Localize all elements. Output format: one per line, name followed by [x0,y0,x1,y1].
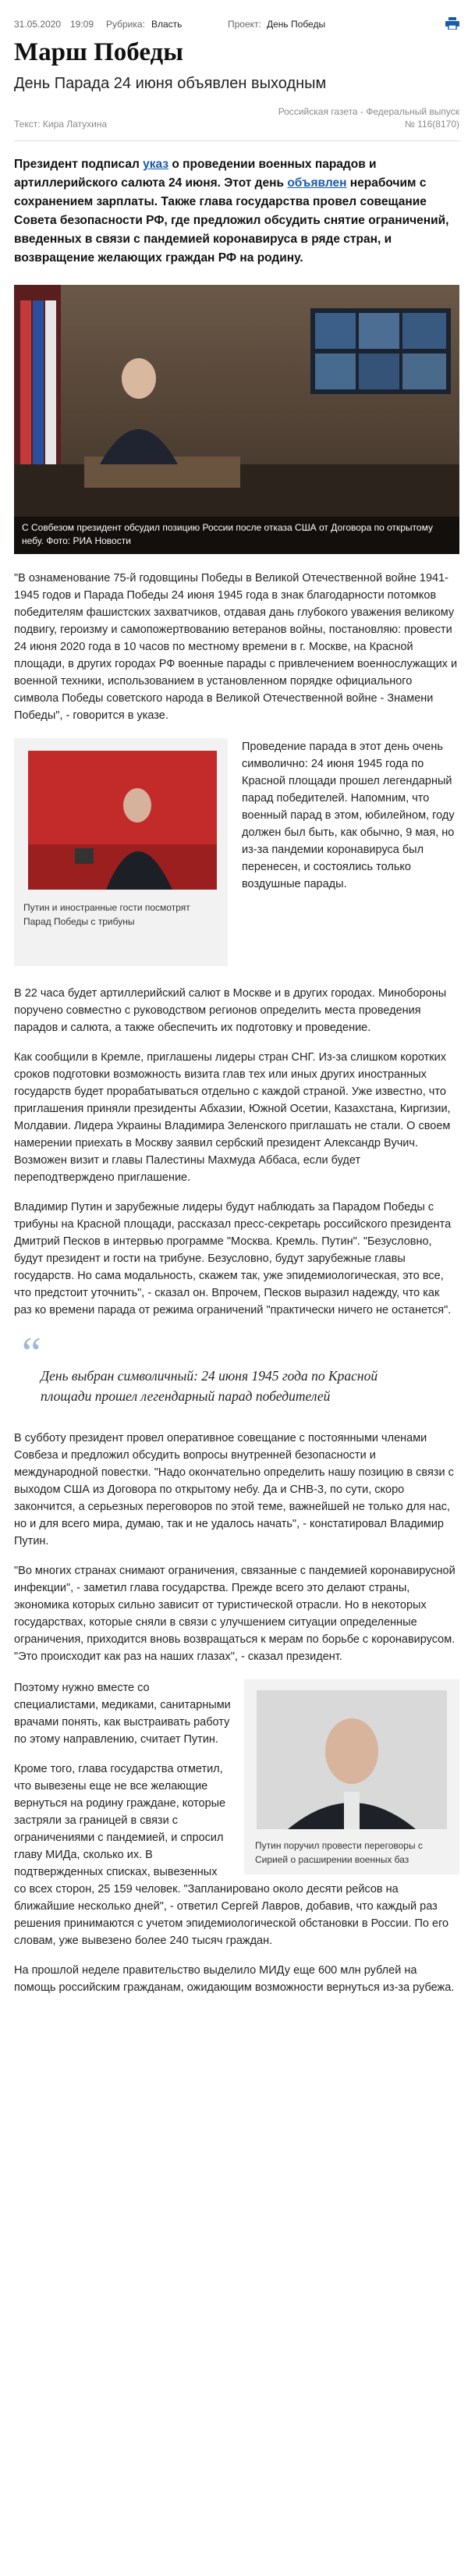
paragraph: Как сообщили в Кремле, приглашены лидеры стран СНГ. Из-за слишком коротких сроков подготовки возможность визита глав тех или иных других иностранных государств будет прорабатываться отдельно с каждой страной. Уже известно, что приглашения приняли президенты Абхазии, Южной Осетии, Казахстана, Киргизии, Молдавии. Лидера Украины Владимира Зеленского приглашать не стали. О своем намерении приехать в Москву заявил сербский президент Александр Вучич. Возможен визит и главы Палестины Махмуда Аббаса, если будет переподтверждено приглашение. [14,1051,451,1184]
author: Текст: Кира Латухина [14,119,108,130]
issue-number[interactable]: № 116(8170) [404,119,459,130]
source-name[interactable]: Российская газета - Федеральный выпуск [278,106,459,117]
article-subtitle: День Парада 24 июня объявлен выходным [14,75,327,92]
paragraph: "В ознаменование 75-й годовщины Победы в Великой Отечественной войне 1941-1945 годов и Парада Победы 24 июня 1945 года в знак благодарности потомков победителям фашистских захватчиков, отдавая дань глубокого уважения великому подвигу, героизму и самопожертвованию ветеранов войны, постановляю: провести 24 июня 2020 года в 10 часов по местному времени в г. Москве, на Красной площади, в других городах РФ военные парады с привлечением военнослужащих и военной техники, использованием в установленном порядке официального символа Победы советского народа в Великой Отечественной войне - Знамени Победы", - говорится в указе. [14,572,458,722]
publish-date: 31.05.2020 [14,19,62,30]
project-link[interactable]: День Победы [267,19,326,30]
lead-text-1: Президент подписал [14,158,144,171]
decree-link[interactable]: указ [143,158,169,171]
lead-paragraph [14,155,459,268]
paragraph: "Во многих странах снимают ограничения, связанные с пандемией коронавирусной инфекции", - заметил глава государства. Прежде всего это делают страны, экономика которых сильно зависит от туристической отрасли. Но в некоторых государствах, которые сняли в связи с улучшением ситуации определенные ограничения, приходится вновь возвращаться к мерам по борьбе с коронавирусом. "Это происходит как раз на наших глазах", - сказал президент. [14,1565,456,1663]
main-photo[interactable] [14,285,459,554]
article-page [14,0,459,1996]
pull-quote [14,1329,459,1406]
inline-figure-right[interactable] [244,1679,459,1874]
publish-time: 19:09 [70,19,94,30]
print-icon[interactable] [445,17,459,30]
rubric-link[interactable]: Власть [151,19,183,30]
pull-quote-text: День выбран символичный: 24 июня 1945 года по Красной площади прошел легендарный парад победителей [41,1368,378,1404]
lead-text-2: о проведении военных парадов и артиллерийского салюта 24 июня. Этот день [14,158,377,190]
declared-link[interactable]: объявлен [287,176,347,190]
figure-right-caption: Путин поручил провести переговоры с Сирией о расширении военных баз [255,1840,423,1865]
paragraph: Поэтому нужно вместе со специалистами, медиками, санитарными врачами понять, как выстраивать работу по этому направлению, считает Путин. [14,1682,231,1746]
inline-figure-left[interactable] [14,738,228,966]
article-title: Марш Победы [14,38,184,66]
figure-right-image [257,1690,447,1829]
paragraph: В 22 часа будет артиллерийский салют в Москве и в других городах. Минобороны поручено совместно с руководством регионов определить места проведения парадов и салюта, а также обеспечить их подготовку и проведение. [14,987,447,1034]
paragraph: Владимир Путин и зарубежные лидеры будут наблюдать за Парадом Победы с трибуны на Красной площади, рассказал пресс-секретарь российского президента Дмитрий Песков в интервью программе "Москва. Кремль. Путин". "Безусловно, будут президент и гости на трибуне. Безусловно, будут зарубежные главы государств. Но сама модальность, скажем так, уже эпидемиологическая, это все, что предстоит уточнить", - сказал он. Впрочем, Песков выразил надежду, что как раз ко времени парада от режима ограничений "практически ничего не останется". [14,1201,452,1316]
figure-left-image [28,751,217,890]
project-label: Проект: [228,19,261,30]
main-photo-caption: С Совбезом президент обсудил позицию России после отказа США от Договора по открытому небу. Фото: РИА Новости [14,517,459,554]
paragraph: На прошлой неделе правительство выделило МИДу еще 600 млн рублей на помощь российским гражданам, ожидающим возможности вернуться из-за рубежа. [14,1964,455,1994]
byline-row [14,94,459,141]
rubric-label: Рубрика: [106,19,145,30]
paragraph: Проведение парада в этот день очень символично: 24 июня 1945 года по Красной площади прошел легендарный парад победителей. Напомним, что военный парад в этом, юбилейном, году должен был быть, как обычно, 9 мая, но из-за пандемии коронавируса был перенесен, и состоялись только воздушные парады. [242,741,455,890]
quote-mark-icon: “ [22,1329,41,1377]
figure-left-caption: Путин и иностранные гости посмотрят Парад Победы с трибуны [23,902,190,927]
lead-text-3: нерабочим с сохранением зарплаты. Также глава государства провел совещание Совета безопасности РФ, где предложил обсудить снятие ограничений, введенных в связи с пандемией коронавируса в ряде стран, и возвращение желающих граждан РФ на родину. [14,176,449,265]
paragraph: В субботу президент провел оперативное совещание с постоянными членами Совбеза и предложил обсудить вопросы внутренней безопасности и международной повестки. "Надо окончательно определить нашу позицию в связи с выходом США из Договора по открытому небу. Да и СНВ-3, по сути, скоро закончится, а серьезных переговоров по этой теме, важнейшей не только для нас, но и для всего мира, думаю, так и не удалось начать", - констатировал Владимир Путин. [14,1432,454,1547]
main-photo-image [14,285,459,554]
meta-row [14,0,459,31]
paragraph: Кроме того, глава государства отметил, что вывезены еще не все желающие вернуться на родину граждане, которые застряли за границей в связи с ограничениями с пандемией, и спросил главу МИДа, сколько их. В подтвержденных списках, вывезенных со всех сторон, 25 159 человек. "Запланировано около десяти рейсов на ближайшие несколько дней", - ответил Сергей Лавров, добавив, что каждый раз решения принимаются с учетом эпидемиологической обстановки в России. По его словам, уже вывезено более 240 тысяч граждан. [14,1763,449,1947]
